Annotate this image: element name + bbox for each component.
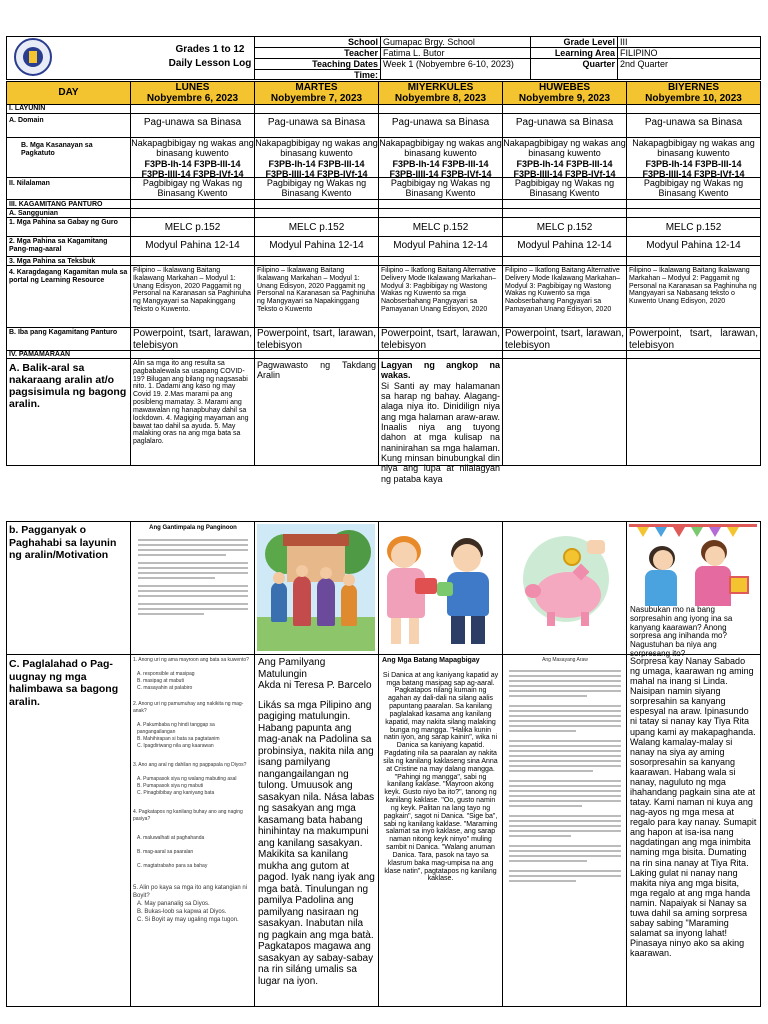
karagdagan-huwebes: Filipino – Ikatlong Baitang Alternative Delivery Mode Ikalawang Markahan– Modyul 3: Pagbibigay ng Wastong Wakas ng Kuwento sa mga Naobserbahang Pangyayari sa Pamayanan Unang Edisyon, 2020 <box>505 267 621 314</box>
kasanayan-code2: F3PB-IIII-14 F3PB-IVf-14 <box>642 169 745 180</box>
day-martes: MARTES <box>295 82 338 93</box>
kagamitan-heading: III. KAGAMITANG PANTURO <box>9 201 103 208</box>
teacher-label: Teacher <box>344 48 378 58</box>
story4-thumbnail <box>505 657 625 1005</box>
gabay-huwebes: MELC p.152 <box>536 222 593 233</box>
domain-biyernes: Pag-unawa sa Binasa <box>644 117 743 128</box>
quiz-item-2: 2. Anong uri ng pamumuhay ang nakikita ng mag-anak? <box>133 701 244 714</box>
kasanayan-code1: F3PB-Ih-14 F3PB-III-14 <box>645 158 742 169</box>
domain-label: A. Domain <box>9 117 44 124</box>
day-huwebes: HUWEBES <box>538 82 591 93</box>
kasanayan-text: Nakapagbibigay ng wakas ang binasang kuwento <box>503 138 626 159</box>
title-line-2: Daily Lesson Log <box>168 57 252 69</box>
quarter-label: Quarter <box>582 59 615 69</box>
kasanayan-code1: F3PB-Ih-14 F3PB-III-14 <box>516 158 613 169</box>
kasanayan-martes <box>255 138 378 179</box>
birthday-illustration <box>629 524 757 606</box>
area-value: FILIPINO <box>620 48 658 58</box>
kasanayan-huwebes <box>503 138 626 179</box>
story3 <box>380 657 501 883</box>
karagdagan-miyerkules: Filipino – Ikatlong Baitang Alternative Delivery Mode Ikalawang Markahan– Modyul 3: Pagbibigay ng Wastong Wakas ng Kuwento sa mga Naobserbahang Pangyayari sa Pamayanan Unang Edisyon, 2020 <box>381 267 497 314</box>
iba-martes: Powerpoint, tsart, larawan, telebisyon <box>257 328 376 351</box>
day-label: DAY <box>7 82 130 104</box>
layunin-heading: I. LAYUNIN <box>9 105 46 112</box>
kasanayan-code2: F3PB-IIII-14 F3PB-IVf-14 <box>513 169 616 180</box>
kasanayan-miyerkules <box>379 138 502 179</box>
quiz-item-1c: C. masayahin at palabiro <box>137 685 193 691</box>
story-page-thumbnail <box>134 524 252 652</box>
kasanayan-code2: F3PB-IIII-14 F3PB-IVf-14 <box>265 169 368 180</box>
kasanayan-text: Nakapagbibigay ng wakas ang binasang kuwento <box>379 138 502 159</box>
quiz-item-4: 4. Pagkatapos ng kanilang buhay ano ang naging pasiya? <box>133 809 243 822</box>
grade-label: Grade Level <box>563 37 615 47</box>
gabay-martes: MELC p.152 <box>288 222 345 233</box>
date-martes: Nobyembre 7, 2023 <box>270 93 363 104</box>
domain-miyerkules: Pag-unawa sa Binasa <box>391 117 490 128</box>
grade-value: III <box>620 37 628 47</box>
nilalaman-biyernes: Pagbibigay ng Wakas ng Binasang Kwento <box>643 178 744 199</box>
school-value: Gumapac Brgy. School <box>383 37 475 47</box>
balik-martes: Pagwawasto ng Takdang Aralin <box>257 360 376 381</box>
family-illustration <box>257 524 375 651</box>
quiz-item-3c: C. Pinagbibibay ang kaniyang bata <box>137 790 215 796</box>
modyul-miyerkules: Modyul Pahina 12-14 <box>393 240 488 251</box>
date-huwebes: Nobyembre 9, 2023 <box>518 93 611 104</box>
dates-label: Teaching Dates <box>312 59 378 69</box>
iba-miyerkules: Powerpoint, tsart, larawan, telebisyon <box>381 328 500 351</box>
iba-lunes: Powerpoint, tsart, larawan, telebisyon <box>133 328 252 351</box>
quiz-item-1b: B. masipag at mabuti <box>137 678 184 684</box>
balik-lunes: Alin sa mga ito ang resulta sa pagbabalewala sa usapang COVID- 19? Bilugan ang bilang ng nagsasabi nito. 1. Dadami ang kaso ng may Covid 19. 2.Mas marami pa ang posibleng mamatay. 3. Marami ang mawawalan ng hanapbuhay dahil sa lockdown. 4. Magiging mayaman ang bawat tao dahil sa ayuda. 5. May malaking oras na ang mga bata sa paglalaro. <box>133 360 249 446</box>
quiz-thumbnail <box>133 657 253 1005</box>
date-biyernes: Nobyembre 10, 2023 <box>645 93 742 104</box>
gabay-miyerkules: MELC p.152 <box>412 222 469 233</box>
pamamaraan-heading: IV. PAMAMARAAN <box>9 351 71 358</box>
story2 <box>256 657 377 987</box>
story1-title: Ang Gantimpala ng Panginoon <box>149 525 237 531</box>
gabay-label: 1. Mga Pahina sa Gabay ng Guro <box>9 219 118 226</box>
kagamitan-label: 2. Mga Pahina sa Kagamitang Pang-mag-aaral <box>9 238 108 253</box>
balik-title: Lagyan ng angkop na wakas. <box>381 360 500 381</box>
nilalaman-lunes: Pagbibigay ng Wakas ng Binasang Kwento <box>142 178 243 199</box>
story2-author: Akda ni Teresa P. Barcelo <box>258 680 372 691</box>
day-biyernes: BIYERNES <box>667 82 720 93</box>
time-label: Time: <box>354 70 378 80</box>
kasanayan-code1: F3PB-Ih-14 F3PB-III-14 <box>144 158 241 169</box>
day-lunes: LUNES <box>175 82 210 93</box>
quiz-item-3b: B. Pumapasok siya ng mabuti <box>137 783 204 789</box>
paglalahad-label: C. Paglalahad o Pag-uugnay ng mga halimbawa sa bagong aralin. <box>9 658 119 708</box>
quiz-item-2c: C. Ipagdiriwang nila ang kaarawan <box>137 743 214 749</box>
story2-body: Likás sa mga Pilipino ang pagiging matulungin. Habang papunta ang mag-anak na Padolina sa probinsiya, nakita nila ang isang pamilyang nangangailangan ng tulong. Umuusok ang sasakyan nila. Nása labas ng sasakyan ang mga kasamang bata habang hinihintay na makumpuni ang kanilang sasakyan. Makikita sa kanilang mukha ang gutom at pagod. Iyak nang iyak ang mga batà. Tinulungan ng pamilya Padolina ang pamilyang nasiraan ng sasakyan. Inabutan nila ng pagkain ang mga batà. Pagkatapos magawa ang sasakyan ay sabay-sabay na rin siláng umalis sa lugar na iyon. <box>258 699 375 987</box>
kasanayan-biyernes <box>627 138 760 179</box>
kasanayan-code1: F3PB-Ih-14 F3PB-III-14 <box>392 158 489 169</box>
dates-value: Week 1 (Nobyembre 6-10, 2023) <box>383 59 514 69</box>
nilalaman-label: II. Nilalaman <box>9 180 50 187</box>
quarter-value: 2nd Quarter <box>620 59 669 69</box>
area-label: Learning Area <box>554 48 615 58</box>
kasanayan-text: Nakapagbibigay ng wakas ang binasang kuwento <box>632 138 755 159</box>
quiz-item-1a: A. responsible at masipag <box>137 671 195 677</box>
piggy-bank-illustration <box>505 526 623 650</box>
domain-huwebes: Pag-unawa sa Binasa <box>515 117 614 128</box>
kasanayan-label: B. Mga Kasanayan sa Pagkatuto <box>21 142 93 157</box>
karagdagan-lunes: Filipino – Ikalawang Baitang Ikalawang Markahan – Modyul 1: Unang Edisyon, 2020 Paggamit ng Personal na Karanasan sa Paghinuha ng Mangyayari sa Napakinggang Teksto o Kuwento. <box>133 267 251 314</box>
karagdagan-label: 4. Karagdagang Kagamitan mula sa portal ng Learning Resource <box>9 269 128 284</box>
kasanayan-code2: F3PB-IIII-14 F3PB-IVf-14 <box>141 169 244 180</box>
story3-title: Ang Mga Batang Mapagbigay <box>382 657 480 664</box>
modyul-martes: Modyul Pahina 12-14 <box>269 240 364 251</box>
iba-biyernes: Powerpoint, tsart, larawan, telebisyon <box>629 328 758 351</box>
karagdagan-martes: Filipino – Ikalawang Baitang Ikalawang Markahan – Modyul 1: Unang Edisyon, 2020 Paggamit ng Personal na Karanasan sa Paghinuha ng Mangyayari sa Napakinggang Teksto o Kuwento <box>257 267 375 314</box>
quiz-item-4b: B. mag-aaral sa paaralan <box>137 849 194 855</box>
title-line-1: Grades 1 to 12 <box>175 44 245 55</box>
quiz-item-1: 1. Anong uri ng ama mayroon ang bata sa kuwento? <box>133 657 249 663</box>
story5: Sorpresa kay Nanay Sabado ng umaga, kaarawan ng aming mahal na inang si Linda. Naisipan namin siyang sorpresahin sa kanyang espesyal na araw. Ipinasundo ni tatay si nanay kay Tiya Rita upang kami ay makapaghanda. Walang kamalay-malay si nanay na siya ay aming sosorpresahin sa kanyang kaarawan. Habang wala si nanay, naguluto ng mga ihahandang pagkain sina ate at tatay. Kami naman ni kuya ang nag-ayos ng mga mesa at regalo para kay nanay. Sumapit ang hapon at isa-isa nang nagdatingan ang mga inimbita naming mga bisita. Dumating na rin sina nanay at Tiya Rita. Laking gulat ni nanay nang makita niya ang mga bisita, mga regalo at ang mga handa namin. Napaiyak si Nanay sa tuwa dahil sa aming sorpresa sabay sabing "Maraming salamat sa inyong lahat! Pinasaya ninyo ako sa aking kaarawan. <box>630 656 757 959</box>
teacher-value: Fatima L. Butor <box>383 48 445 58</box>
quiz-item-5c: C. Si Boyit ay may ugaling mga tugon. <box>137 917 239 923</box>
karagdagan-biyernes: Filipino – Ikalawang Baitang Ikalawang Markahan – Modyul 2: Paggamit ng Personal na Karanasan sa Paghinuha ng Mangyayari sa Nabasang teksto o Kuwento Unang Edisyon, 2020 <box>629 267 757 306</box>
kasanayan-lunes <box>131 138 254 179</box>
kasanayan-text: Nakapagbibigay ng wakas ang binasang kuwento <box>131 138 254 159</box>
date-miyerkules: Nobyembre 8, 2023 <box>394 93 487 104</box>
iba-huwebes: Powerpoint, tsart, larawan, telebisyon <box>505 328 624 351</box>
pagganyak-label: b. Pagganyak o Paghahabi sa layunin ng aralin/Motivation <box>9 524 117 562</box>
story4-title: Ang Masayang Araw <box>542 657 588 663</box>
teksbuk-label: 3. Mga Pahina sa Teksbuk <box>9 258 96 265</box>
quiz-item-2b: B. Mahihirapan si bata sa pagtatanim <box>137 736 220 742</box>
nilalaman-miyerkules: Pagbibigay ng Wakas ng Binasang Kwento <box>390 178 491 199</box>
sanggunian-label: A. Sanggunian <box>9 210 58 217</box>
quiz-item-4a: A. maluwalhati at paghahanda <box>137 835 205 841</box>
quiz-item-2a: A. Pakumbaba ng hindi tanggap sa pangangailangan <box>137 722 215 735</box>
quiz-item-5: 5. Alin po kaya sa mga ito ang katangian ni Boyit? <box>133 885 248 899</box>
quiz-item-4c: C. magtatrabaho para sa bahay <box>137 863 208 869</box>
iba-label: B. Iba pang Kagamitang Panturo <box>9 329 118 336</box>
kasanayan-text: Nakapagbibigay ng wakas ang binasang kuwento <box>255 138 378 159</box>
pagganyak-biyernes: Nasubukan mo na bang sorpresahin ang iyong ina sa kanyang kaarawan? Anong sorpresa ang inihanda mo? Nagustuhan ba niya ang sorpresang ito? <box>630 605 733 658</box>
balik-miyerkules <box>379 360 502 484</box>
school-label: School <box>347 37 378 47</box>
nilalaman-huwebes: Pagbibigay ng Wakas ng Binasang Kwento <box>514 178 615 199</box>
kasanayan-code1: F3PB-Ih-14 F3PB-III-14 <box>268 158 365 169</box>
quiz-item-3a: A. Pumapasok siya ng walang mabuting asal <box>137 776 237 782</box>
children-illustration <box>381 528 499 650</box>
kasanayan-code2: F3PB-IIII-14 F3PB-IVf-14 <box>389 169 492 180</box>
quiz-item-3: 3. Ano ang aral ng dahilan ng pagpapala ng Diyos? <box>133 762 247 768</box>
modyul-lunes: Modyul Pahina 12-14 <box>145 240 240 251</box>
day-miyerkules: MIYERKULES <box>407 82 474 93</box>
quiz-item-5b: B. Bukas-loob sa kapwa at Diyos. <box>137 909 227 915</box>
domain-lunes: Pag-unawa sa Binasa <box>143 117 242 128</box>
gabay-biyernes: MELC p.152 <box>665 222 722 233</box>
gabay-lunes: MELC p.152 <box>164 222 221 233</box>
modyul-biyernes: Modyul Pahina 12-14 <box>646 240 741 251</box>
story3-body: Si Danica at ang kaniyang kapatid ay mga batang masipag sap ag-aaral. Pagkatapos nilang kumain ng agahan ay dali-dali na silang aalis papuntang paaralan. Sa kanilang paglalakad kasama ang kanilang kapatid, may nakita silang malaking bunga ng mangga. "Halika kunin natin iyon, ang sarap kainin", wika ni Danica sa kaniyang kapatid. Pagdating nila sa paaralan ay nakita sila ng kanilang kaklaseng sina Anna at Cristine na may dalang mangga. "Pahingi ng mangga", sabi ng kanilang kaklase. "Mayroon akong keyk. Gusto niyo ba ito?", tanong ng kanilang kaklase. "Oo, gusto namin ng keyk. Palitan na lang tayo ng pagkain", sagot ni Danica. "Sige ba", sabi ng kanilang kaklase. "Maraming salamat sa inyo kaklase, ang sarap naman nitong keyk ninyo" muling sambit ni Danica. "Walang anuman Danica. Tara, pasok na tayo sa klasrum baka mag-umpisa na ang klase natin", pagtatapos ng kanilang kaklase. <box>382 671 499 883</box>
date-lunes: Nobyembre 6, 2023 <box>146 93 239 104</box>
nilalaman-martes: Pagbibigay ng Wakas ng Binasang Kwento <box>266 178 367 199</box>
deped-seal <box>14 38 52 76</box>
quiz-item-5a: A. May pananalig sa Diyos. <box>137 901 210 907</box>
balik-label: A. Balik-aral sa nakaraang aralin at/o pagsisimula ng bagong aralin. <box>9 362 127 411</box>
story2-title: Ang Pamilyang Matulungin <box>258 657 326 680</box>
domain-martes: Pag-unawa sa Binasa <box>267 117 366 128</box>
balik-body: Si Santi ay may halamanan sa harap ng bahay. Alagang-alaga niya ito. Dinidilign niya ang mga halaman araw-araw. Inaalis niya ang tuyong dahon at mga kulisap na naninirahan sa mga halaman. Kung minsan binubungkal din niya ang lupa at nilalagyan ng pataba kaya <box>381 380 500 484</box>
modyul-huwebes: Modyul Pahina 12-14 <box>517 240 612 251</box>
